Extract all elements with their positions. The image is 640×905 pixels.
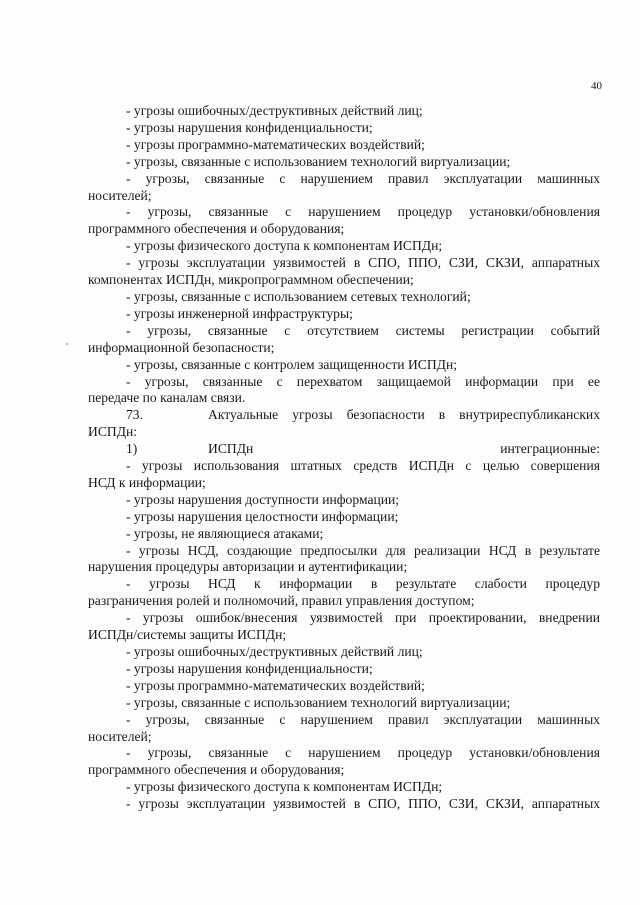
continuation-line: ИСПДн: [88,424,138,440]
list-item-line: - угрозы эксплуатации уязвимостей в СПО, ППО, СЗИ, СКЗИ, аппаратных [126,796,600,812]
list-item-line: - угрозы, связанные с нарушением процедур установки/обновления [126,745,600,761]
list-item-line: - угрозы нарушения доступности информации; [126,491,400,507]
continuation-line: компонентах ИСПДн, микропрограммном обеспечении; [88,272,414,288]
numbered-paragraph-line [88,441,600,458]
continuation-line: программного обеспечения и оборудования; [88,221,345,237]
list-item-line: - угрозы, связанные с использованием технологий виртуализации; [126,153,511,169]
continuation-line: носителей; [88,728,152,744]
list-item-line: - угрозы программно-математических воздействий; [126,136,425,152]
list-item-line: - угрозы ошибочных/деструктивных действий лиц; [126,644,423,659]
list-item-line: - угрозы инженерной инфраструктуры; [126,305,353,321]
continuation-line: программного обеспечения и оборудования; [88,762,345,778]
list-item-line: - угрозы нарушения целостности информации; [126,508,399,524]
list-item-line: - угрозы программно-математических воздействий; [126,677,425,693]
page-number: 40 [591,80,602,92]
item-number: 1) [126,441,138,457]
continuation-line: информационной безопасности; [88,339,275,355]
list-item-line: - угрозы НСД к информации в результате слабости процедур [126,576,600,592]
continuation-line: нарушения процедуры авторизации и аутентификации; [88,559,408,575]
list-item-line: - угрозы использования штатных средств ИСПДн с целью совершения [126,458,600,474]
continuation-line: носителей; [88,187,152,203]
list-item-line: - угрозы, связанные с нарушением правил эксплуатации машинных [126,170,600,186]
continuation-line: передаче по каналам связи. [88,390,246,406]
list-item-line: - угрозы, связанные с контролем защищенности ИСПДн; [126,356,457,372]
numbered-paragraph-line [88,407,600,424]
list-item-line: - угрозы, связанные с отсутствием системы регистрации событий [126,322,600,338]
continuation-line: ИСПДн/системы защиты ИСПДн; [88,627,287,643]
list-item-line: - угрозы ошибочных/деструктивных действий лиц; [126,103,423,118]
list-item-line: - угрозы, не являющиеся атаками; [126,525,324,541]
continuation-line: разграничения ролей и полномочий, правил управления доступом; [88,593,475,609]
list-item-line: - угрозы эксплуатации уязвимостей в СПО, ППО, СЗИ, СКЗИ, аппаратных [126,255,600,271]
item-number: 73. [126,407,143,423]
document-body [88,103,600,813]
list-item-line: - угрозы, связанные с использованием сетевых технологий; [126,288,471,304]
list-item-line: - угрозы физического доступа к компонентам ИСПДн; [126,779,443,795]
list-item-line: - угрозы физического доступа к компонентам ИСПДн; [126,238,443,254]
list-item-line: - угрозы, связанные с нарушением процедур установки/обновления [126,204,600,220]
scan-speck [66,343,68,345]
list-item-line: - угрозы, связанные с нарушением правил эксплуатации машинных [126,711,600,727]
list-item-line: - угрозы нарушения конфиденциальности; [126,660,373,676]
continuation-line: НСД к информации; [88,474,206,490]
paragraph-text: ИСПДн интеграционные: [208,441,600,457]
list-item-line: - угрозы нарушения конфиденциальности; [126,119,373,135]
list-item-line: - угрозы, связанные с перехватом защищаемой информации при ее [126,373,600,389]
list-item-line: - угрозы, связанные с использованием технологий виртуализации; [126,694,511,710]
list-item-line: - угрозы ошибок/внесения уязвимостей при проектировании, внедрении [126,610,600,626]
list-item-line: - угрозы НСД, создающие предпосылки для реализации НСД в результате [126,542,600,558]
paragraph-text: Актуальные угрозы безопасности в внутриреспубликанских [208,407,600,423]
